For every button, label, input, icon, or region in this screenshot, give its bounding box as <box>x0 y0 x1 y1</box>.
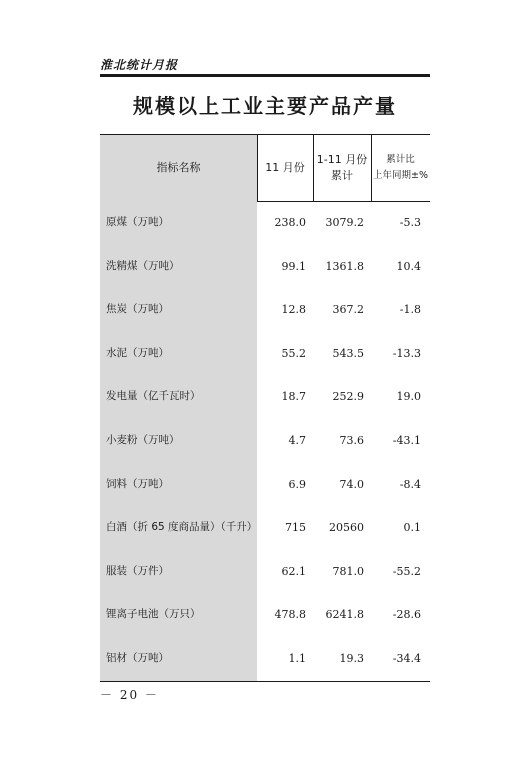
column-header-line2: 累计 <box>331 169 353 182</box>
cumulative-value: 19.3 <box>339 652 364 665</box>
yoy-change: -28.6 <box>392 608 421 622</box>
table-row <box>100 506 430 549</box>
indicator-name: 发电量（亿千瓦时） <box>106 390 201 403</box>
column-header-line1: 1-11 月份 <box>316 153 368 166</box>
yoy-change: -55.2 <box>392 564 421 578</box>
cumulative-value: 6241.8 <box>325 608 364 622</box>
november-value: 62.1 <box>281 564 306 578</box>
column-header-line2: 上年同期±% <box>373 170 428 181</box>
page-title: 规模以上工业主要产品产量 <box>133 94 397 118</box>
table-row <box>100 332 430 375</box>
cumulative-value: 252.9 <box>332 390 364 404</box>
yoy-change: 0.1 <box>403 521 421 535</box>
indicator-name: 水泥（万吨） <box>106 346 169 359</box>
table-row <box>100 637 430 680</box>
production-table <box>100 134 430 682</box>
indicator-name: 锂离子电池（万只） <box>106 608 201 621</box>
indicator-name: 服装（万件） <box>106 564 169 577</box>
november-value: 4.7 <box>288 434 306 447</box>
indicator-name: 饲料（万吨） <box>106 477 169 490</box>
november-value: 238.0 <box>274 216 306 229</box>
table-row <box>100 245 430 288</box>
column-divider <box>257 135 258 201</box>
indicator-name: 原煤（万吨） <box>106 216 169 228</box>
yoy-change: -13.3 <box>392 346 421 360</box>
november-value: 55.2 <box>281 346 306 360</box>
table-row <box>100 201 430 244</box>
column-header-indicator <box>100 135 257 201</box>
cumulative-value: 3079.2 <box>325 216 364 229</box>
november-value: 18.7 <box>281 390 306 404</box>
yoy-change: -34.4 <box>392 652 421 665</box>
november-value: 12.8 <box>281 303 306 317</box>
november-value: 715 <box>285 521 306 535</box>
cumulative-value: 1361.8 <box>325 259 364 273</box>
yoy-change: -1.8 <box>399 303 421 317</box>
november-value: 478.8 <box>274 608 306 622</box>
page-number: － 20 － <box>100 688 159 702</box>
yoy-change: 10.4 <box>396 259 421 273</box>
table-row <box>100 463 430 506</box>
indicator-name: 小麦粉（万吨） <box>106 434 180 446</box>
column-divider <box>371 135 372 201</box>
header-rule <box>100 74 430 77</box>
table-row <box>100 419 430 462</box>
table-row <box>100 375 430 418</box>
column-header-cumulative <box>313 135 371 201</box>
yoy-change: -5.3 <box>399 216 421 229</box>
cumulative-value: 73.6 <box>339 434 364 447</box>
column-header-november <box>257 135 313 201</box>
table-header-row <box>100 135 430 202</box>
cumulative-value: 20560 <box>329 521 364 535</box>
november-value: 6.9 <box>288 477 306 491</box>
cumulative-value: 74.0 <box>339 477 364 491</box>
cumulative-value: 543.5 <box>332 346 364 360</box>
yoy-change: -43.1 <box>392 434 421 447</box>
cumulative-value: 367.2 <box>332 303 364 317</box>
column-header-line1: 累计比 <box>386 154 415 165</box>
indicator-name: 洗精煤（万吨） <box>106 259 180 272</box>
indicator-name: 焦炭（万吨） <box>106 303 169 316</box>
yoy-change: -8.4 <box>399 477 421 491</box>
column-header-text: 指标名称 <box>156 161 201 174</box>
column-header-text <box>373 152 428 184</box>
november-value: 1.1 <box>288 652 306 665</box>
column-header-text <box>317 152 367 184</box>
publication-title: 淮北统计月报 <box>100 58 179 72</box>
column-divider <box>313 135 314 201</box>
table-row <box>100 593 430 636</box>
november-value: 99.1 <box>281 259 306 273</box>
column-header-text: 11 月份 <box>265 161 305 174</box>
column-header-yoy <box>371 135 430 201</box>
indicator-name: 铝材（万吨） <box>106 652 169 664</box>
cumulative-value: 781.0 <box>332 564 364 578</box>
indicator-name: 白酒（折 65 度商品量）（千升） <box>106 521 258 534</box>
table-row <box>100 288 430 331</box>
table-row <box>100 550 430 593</box>
yoy-change: 19.0 <box>396 390 421 404</box>
